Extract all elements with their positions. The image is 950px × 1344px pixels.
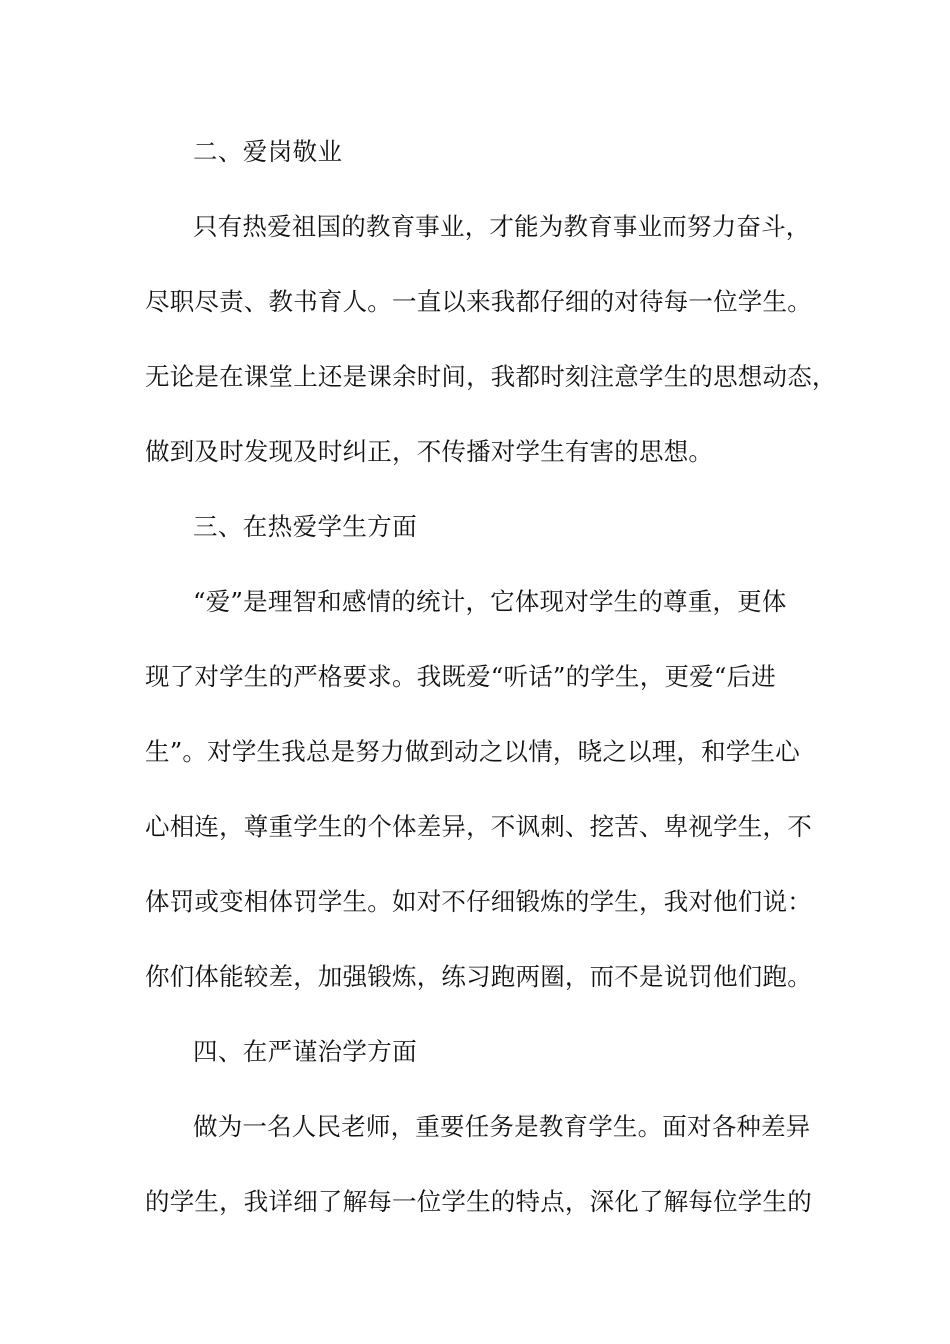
section-heading-3: 三、在热爱学生方面: [193, 512, 418, 541]
paragraph-line: 做为一名人民老师，重要任务是教育学生。面对各种差异: [193, 1112, 811, 1141]
paragraph-line: 尽职尽责、教书育人。一直以来我都仔细的对待每一位学生。: [145, 287, 812, 316]
paragraph-line: 生”。对学生我总是努力做到动之以情，晓之以理，和学生心: [145, 737, 800, 766]
paragraph-line: “爱”是理智和感情的统计，它体现对学生的尊重，更体: [193, 587, 787, 616]
paragraph-line: 只有热爱祖国的教育事业，才能为教育事业而努力奋斗，: [193, 212, 811, 241]
paragraph-line: 体罚或变相体罚学生。如对不仔细锻炼的学生，我对他们说：: [145, 887, 812, 916]
paragraph-line: 做到及时发现及时纠正，不传播对学生有害的思想。: [145, 437, 714, 466]
paragraph-line: 你们体能较差，加强锻炼，练习跑两圈，而不是说罚他们跑。: [145, 962, 812, 991]
section-heading-2: 二、爱岗敬业: [193, 137, 343, 166]
paragraph-line: 心相连，尊重学生的个体差异，不讽刺、挖苦、卑视学生，不: [145, 812, 812, 841]
paragraph-line: 无论是在课堂上还是课余时间，我都时刻注意学生的思想动态，: [145, 362, 837, 391]
section-heading-4: 四、在严谨治学方面: [193, 1037, 418, 1066]
paragraph-line: 的学生，我详细了解每一位学生的特点，深化了解每位学生的: [145, 1187, 812, 1216]
paragraph-line: 现了对学生的严格要求。我既爱“听话”的学生，更爱“后进: [145, 662, 776, 691]
